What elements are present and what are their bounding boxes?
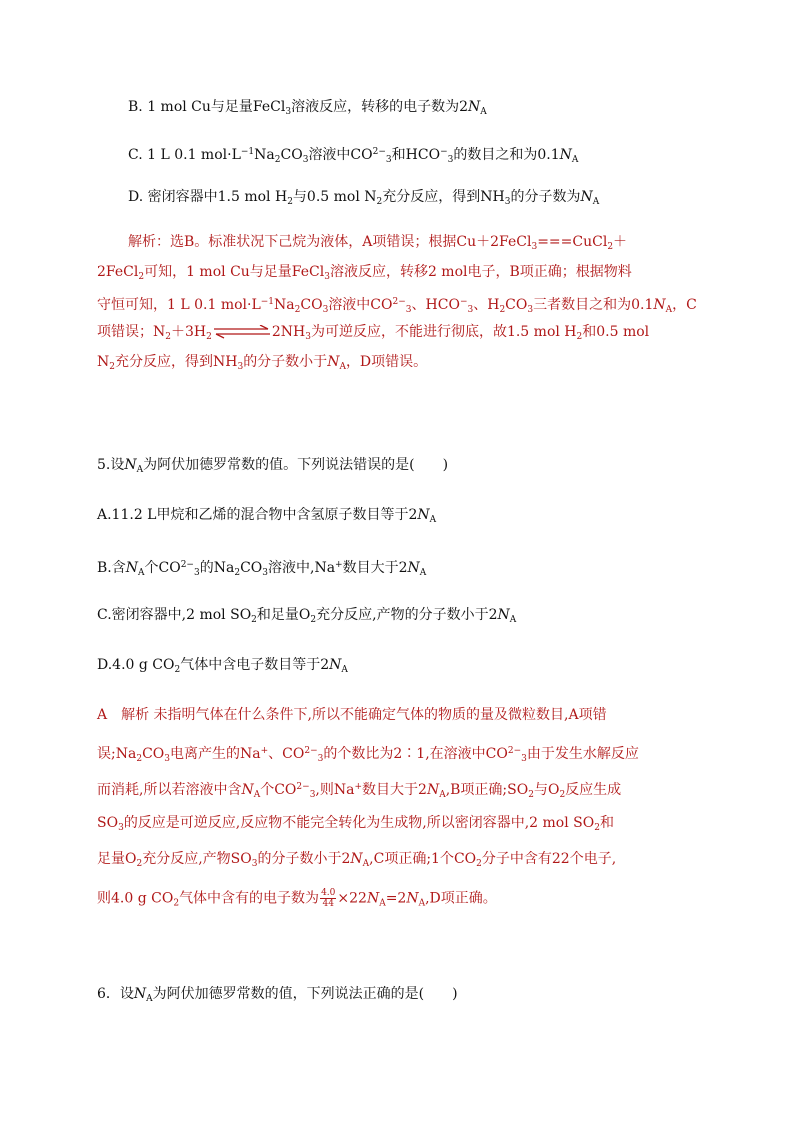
text: 充分反应,产物的分子数小于2 [316,607,498,623]
text: CO [142,746,165,762]
text: Na [274,297,295,313]
text: N [97,354,110,370]
subscript: A [571,155,579,165]
analysis-5-line-6 [97,888,497,914]
text: ＋ [613,234,628,250]
text: A 解析 未指明气体在什么条件下,所以不能确定气体的物质的量及微粒数目,A项错 [97,707,607,723]
text: 误;Na [97,746,137,762]
na-symbol: N [559,147,572,163]
subscript: 3 [305,332,311,342]
text: 和足量O [256,607,311,623]
subscript: 2 [607,242,614,252]
text: 气体中含电子数目等于2 [180,657,330,673]
text: 溶液反应，转移的电子数为2 [291,99,468,115]
subscript: 3 [309,790,316,800]
text: 反应生成 [565,782,622,798]
subscript: 3 [251,859,258,869]
na-symbol: N [406,890,419,907]
na-symbol: N [426,782,440,798]
text: D.4.0 g CO [97,657,175,673]
analysis-prev-line-4 [97,322,649,347]
text: SO [97,815,119,831]
subscript: 2 [206,332,212,342]
text: 和 [599,815,614,831]
text: 5.设 [97,457,125,473]
subscript: 2 [109,362,115,372]
na-symbol: N [329,657,342,673]
text: ＋3H [170,324,207,340]
subscript: A [509,615,517,625]
text: 项错误；N [97,324,166,340]
subscript: A [146,994,153,1004]
text: 与O [533,782,560,798]
text: 充分反应,产物SO [142,851,252,867]
text: CO [240,560,263,576]
subscript: A [339,362,346,372]
subscript: 2 [251,615,257,625]
text: CO [505,297,528,313]
question-5-option-d [97,655,348,680]
text: 和0.5 mol [582,324,650,340]
superscript: 2− [507,746,522,756]
na-symbol: N [327,354,340,370]
text: 为阿伏加德罗常数的值，下列说法正确的是( ) [152,986,458,1002]
question-5-option-b [97,555,426,583]
subscript: 2 [499,305,506,315]
na-symbol: N [407,560,420,576]
text: 充分反应，得到NH [382,189,505,205]
text: 可知，1 mol Cu与足量FeCl [144,264,325,280]
text: 而消耗,所以若溶液中含 [97,782,242,798]
text: ×22 [337,890,367,907]
text: 充分反应，得到NH [114,354,238,370]
text: 气体中含有的电子数为 [179,890,320,907]
subscript: 2 [476,859,482,869]
text: 的Na [199,560,235,576]
subscript: A [480,107,487,117]
option-b-prev [128,97,487,122]
superscript: −1 [260,297,275,307]
superscript: + [260,746,269,756]
text: 则4.0 g CO [97,890,174,907]
text: 数目大于2 [342,560,408,576]
text: 为可逆反应，不能进行彻底，故1.5 mol H [310,324,577,340]
text: 为阿伏加德罗常数的值。下列说法错误的是( ) [143,457,449,473]
text: CO [300,297,323,313]
na-symbol: N [133,986,147,1002]
text: 由于发生水解反应 [526,746,639,762]
subscript: 3 [317,754,324,764]
question-5-option-a [97,505,436,530]
subscript: 2 [310,615,317,625]
na-symbol: N [125,560,138,576]
subscript: 3 [447,155,454,165]
subscript: 2 [173,898,180,909]
subscript: 3 [302,155,309,165]
text: 足量O [97,851,137,867]
subscript: 2 [136,754,143,764]
text: 溶液中CO [308,147,373,163]
text: 溶液反应，转移2 mol电子，B项正确；根据物料 [329,264,632,280]
superscript: 2− [180,560,194,570]
fraction [320,888,336,909]
subscript: 2 [376,197,383,207]
subscript: 3 [527,305,534,315]
subscript: A [136,465,144,475]
text: 、H [473,297,500,313]
text: 的分子数小于2 [257,851,351,867]
subscript: A [419,568,427,578]
subscript: 3 [324,272,330,282]
text: 与0.5 mol N [292,189,377,205]
text: ，D项错误。 [345,354,428,370]
na-symbol: N [653,297,666,313]
superscript: 2− [392,297,406,307]
text: 数目大于2 [362,782,427,798]
subscript: A [665,305,673,315]
superscript: 2− [296,782,310,792]
subscript: A [418,898,426,909]
subscript: A [379,898,386,909]
fraction-denominator: 44 [322,899,334,909]
na-symbol: N [366,890,380,907]
subscript: 2 [287,197,293,207]
subscript: A [253,790,261,800]
na-symbol: N [417,507,430,523]
fraction-numerator: 4.0 [321,888,336,898]
na-symbol: N [241,782,254,798]
text: 溶液中CO [328,297,393,313]
subscript: 2 [294,305,301,315]
text: 、HCO [411,297,460,313]
superscript: − [440,147,448,157]
subscript: 2 [576,332,583,342]
text: ,则Na [315,782,355,798]
text: 解析：选B。标准状况下己烷为液体，A项错误；根据Cu＋2FeCl [128,234,532,250]
option-d-prev [128,187,599,212]
text: 溶液中,Na [268,560,336,576]
subscript: 3 [467,305,474,315]
subscript: 3 [405,305,412,315]
subscript: 2 [165,332,171,342]
subscript: 3 [118,823,124,833]
text: ,B项正确;SO [445,782,529,798]
analysis-prev-line-3 [97,292,697,320]
text: 的数目之和为0.1 [453,147,560,163]
analysis-5-line-5 [97,849,616,874]
subscript: 2 [136,859,143,869]
analysis-prev-line-5 [97,352,427,377]
text: ,C项正确;1个CO [369,851,477,867]
subscript: 2 [274,155,281,165]
text: B. 1 mol Cu与足量FeCl [128,99,286,115]
analysis-prev-line-1 [128,232,627,257]
text: 的个数比为2∶1,在溶液中CO [323,746,508,762]
text: ,D项正确。 [425,890,497,907]
question-5-option-c [97,605,516,630]
subscript: 2 [594,823,600,833]
question-5-stem [97,455,448,480]
na-symbol: N [350,851,363,867]
subscript: A [138,568,145,578]
text: 的分子数为 [510,189,581,205]
analysis-5-line-1 [97,705,607,725]
subscript: 2 [559,790,566,800]
subscript: 2 [528,790,534,800]
superscript: + [354,782,363,792]
text: A.11.2 L甲烷和乙烯的混合物中含氢原子数目等于2 [97,507,418,523]
superscript: + [335,560,343,570]
text: 的分子数小于 [243,354,328,370]
text: 6．设 [97,986,134,1002]
text: 守恒可知，1 L 0.1 mol·L [97,297,261,313]
text: ===CuCl [537,234,608,250]
text: 、CO [268,746,305,762]
subscript: A [592,197,600,207]
subscript: 3 [521,754,527,764]
superscript: 2− [372,147,386,157]
text: B.含 [97,560,126,576]
subscript: A [362,859,370,869]
superscript: −1 [240,147,255,157]
na-symbol: N [580,189,593,205]
text: 电离产生的Na [170,746,261,762]
subscript: A [439,790,446,800]
text: 2NH [271,324,306,340]
superscript: 2− [304,746,318,756]
na-symbol: N [497,607,510,623]
subscript: 3 [504,197,511,207]
subscript: 3 [531,242,538,252]
option-c-prev [128,142,578,170]
analysis-5-line-2 [97,741,639,769]
subscript: A [429,515,437,525]
na-symbol: N [468,99,481,115]
subscript: A [341,665,348,675]
analysis-prev-line-2 [97,262,632,287]
subscript: 3 [164,754,170,764]
subscript: 3 [385,155,392,165]
analysis-5-line-3 [97,777,621,805]
reversible-arrow-icon [212,325,272,339]
text: Na [254,147,275,163]
subscript: 3 [322,305,329,315]
question-6-stem [97,984,458,1009]
text: 的反应是可逆反应,反应物不能完全转化为生成物,所以密闭容器中,2 mol SO [123,815,595,831]
text: 2FeCl [97,264,139,280]
text: ，C [672,297,697,313]
text: C. 1 L 0.1 mol·L [128,147,241,163]
na-symbol: N [124,457,137,473]
text: 三者数目之和为0.1 [533,297,654,313]
text: CO [280,147,303,163]
text: 和HCO [391,147,441,163]
subscript: 2 [234,568,241,578]
subscript: 2 [138,272,145,282]
text: 个CO [144,560,181,576]
subscript: 3 [237,362,244,372]
subscript: 3 [193,568,200,578]
text: C.密闭容器中,2 mol SO [97,607,252,623]
text: D. 密闭容器中1.5 mol H [128,189,288,205]
subscript: 3 [285,107,292,117]
text: 分子中含有22个电子, [481,851,617,867]
analysis-5-line-4 [97,813,614,838]
subscript: 3 [262,568,268,578]
text: =2 [385,890,407,907]
superscript: − [459,297,468,307]
subscript: 2 [174,665,181,675]
text: 个CO [260,782,297,798]
